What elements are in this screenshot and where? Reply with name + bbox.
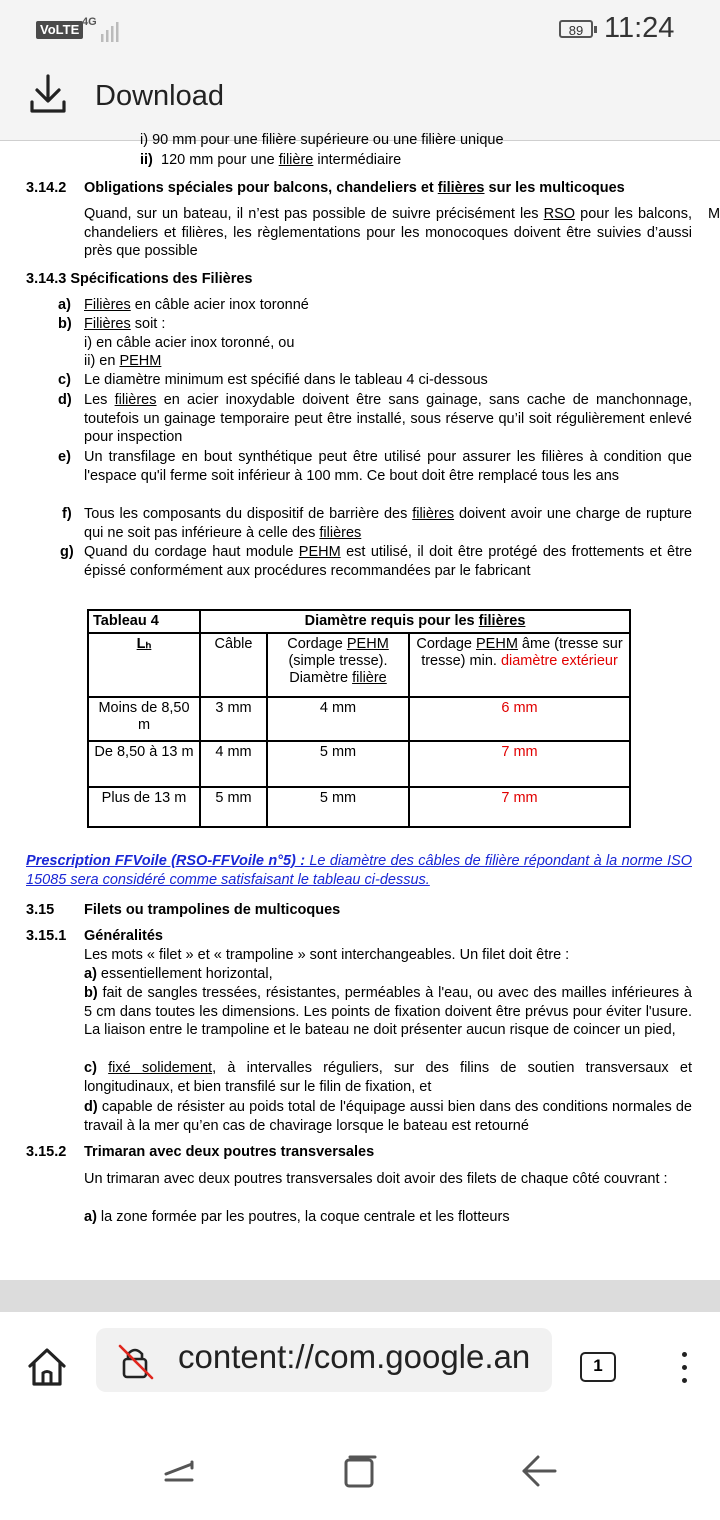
recents-icon[interactable]: [162, 1454, 196, 1488]
home-icon[interactable]: [24, 1344, 70, 1390]
section-number: 3.15: [26, 902, 55, 918]
list-item: c) fixé solidement, à intervalles réguliers, sur des filins de soutien transversaux et longitudinaux, et bien transfilé sur le filin de fixation, et: [84, 1060, 693, 1095]
list-label: f): [62, 506, 72, 522]
url-text[interactable]: content://com.google.an: [178, 1338, 531, 1375]
list-item: Les filières en acier inoxydable doivent être sans gainage, sans cache de manchonnage, toutefois un gainage temporaire peut être installé, sous réserve qu’il soit régulièrement enlevé pour inspection: [84, 392, 692, 445]
browser-toolbar: [0, 1312, 720, 1408]
list-item: Quand du cordage haut module PEHM est utilisé, il doit être protégé des frottements et être épissé conformément aux procédures recommandées par le fabricant: [84, 544, 693, 579]
item-number: ii): [140, 152, 153, 168]
list-item: Le diamètre minimum est spécifié dans le tableau 4 ci-dessous: [84, 372, 488, 388]
section-number: 3.14.2: [26, 180, 67, 196]
text-line: 120 mm pour une filière intermédiaire: [161, 152, 402, 168]
table-row: [88, 741, 630, 787]
more-menu-icon[interactable]: [678, 1352, 690, 1388]
cell-pehm: 5 mm: [267, 787, 409, 827]
volte-indicator: VoLTE: [36, 21, 83, 39]
section-heading: Trimaran avec deux poutres transversales: [84, 1144, 375, 1160]
table-header: Diamètre requis pour les filières: [200, 610, 630, 633]
section-heading: Filets ou trampolines de multicoques: [84, 902, 341, 918]
list-subitem: ii) en PEHM: [84, 353, 162, 369]
list-label: c): [58, 372, 71, 388]
clock: 11:24: [604, 12, 675, 44]
cell-ame: 7 mm: [409, 787, 630, 827]
cell-ame: 7 mm: [409, 741, 630, 787]
column-header-ame: Cordage PEHM âme (tresse sur tresse) min. diamètre extérieur: [409, 633, 630, 697]
paragraph: Quand, sur un bateau, il n’est pas possible de suivre précisément les RSO pour les balcons, chandeliers et filières, les règlementations pour les monocoques doivent être suivies d’aussi près que possible: [84, 206, 692, 259]
section-number: 3.15.1: [26, 928, 67, 944]
address-bar[interactable]: [96, 1328, 552, 1392]
list-item: Tous les composants du dispositif de barrière des filières doivent avoir une charge de rupture qui ne soit pas inférieure à celle des filières: [84, 506, 692, 541]
list-item: b) fait de sangles tressées, résistantes, perméables à l'eau, ou avec des mailles inférieures à 5 cm dans toutes les dimensions. Les points de fixation doivent être prévus pour éviter l'usure. La liaison entre le trampoline et le bateau ne doit présenter aucun risque de coincer un pied,: [84, 985, 692, 1038]
column-header-cable: Câble: [200, 633, 267, 697]
list-label: d): [58, 392, 72, 408]
overview-icon[interactable]: [342, 1454, 378, 1490]
cut-off-line: i) 90 mm pour une filière supérieure ou une filière unique: [140, 132, 504, 148]
cell-ame: 6 mm: [409, 697, 630, 741]
cell-cable: 4 mm: [200, 741, 267, 787]
list-label: a): [58, 297, 71, 313]
list-label: e): [58, 449, 71, 465]
next-page-edge: M: [708, 206, 720, 222]
list-subitem: i) en câble acier inox toronné, ou: [84, 335, 295, 351]
table-4: [87, 609, 631, 828]
cell-pehm: 4 mm: [267, 697, 409, 741]
column-header-lh: Lₕ: [88, 633, 200, 697]
cell-cable: 3 mm: [200, 697, 267, 741]
column-header-pehm: Cordage PEHM (simple tresse). Diamètre filière: [267, 633, 409, 697]
battery-nub: [594, 26, 597, 33]
page-title: Download: [95, 80, 224, 112]
list-item: Filières en câble acier inox toronné: [84, 297, 309, 313]
network-type: 4G: [82, 16, 97, 28]
battery-icon: 89: [559, 20, 593, 38]
status-bar: [0, 0, 720, 56]
table-column-header-row: [88, 633, 630, 697]
download-icon[interactable]: [28, 72, 68, 116]
list-item: a) la zone formée par les poutres, la coque centrale et les flotteurs: [84, 1209, 510, 1225]
table-row: [88, 787, 630, 827]
table-title-row: [88, 610, 630, 633]
tabs-icon[interactable]: 1: [580, 1352, 616, 1382]
paragraph: Les mots « filet » et « trampoline » sont interchangeables. Un filet doit être :: [84, 947, 570, 963]
cell-lh: Moins de 8,50 m: [88, 697, 200, 741]
list-label: b): [58, 316, 72, 332]
list-item: d) capable de résister au poids total de l'équipage aussi bien dans des conditions normales de travail à la mer qu’en cas de chavirage lorsque le bateau est retourné: [84, 1099, 692, 1134]
cell-cable: 5 mm: [200, 787, 267, 827]
cell-lh: Plus de 13 m: [88, 787, 200, 827]
app-header: [0, 56, 720, 141]
list-item: Un transfilage en bout synthétique peut être utilisé pour assurer les filières à condition que l'espace qu'il ferme soit inférieur à 100 mm. Ce bout doit être remplacé tous les ans: [84, 449, 692, 484]
system-nav-bar: [0, 1408, 720, 1520]
page-separator: [0, 1280, 720, 1312]
table-row: [88, 697, 630, 741]
paragraph: Un trimaran avec deux poutres transversales doit avoir des filets de chaque côté couvrant :: [84, 1171, 668, 1187]
document-view[interactable]: [0, 132, 720, 1280]
list-label: g): [60, 544, 74, 560]
section-heading: Obligations spéciales pour balcons, chandeliers et filières sur les multicoques: [84, 180, 625, 196]
list-item: Filières soit :: [84, 316, 166, 332]
insecure-lock-icon[interactable]: [116, 1344, 156, 1380]
section-heading: Généralités: [84, 928, 163, 944]
list-item: a) essentiellement horizontal,: [84, 966, 273, 982]
cell-pehm: 5 mm: [267, 741, 409, 787]
section-number: 3.15.2: [26, 1144, 67, 1160]
table-title: Tableau 4: [88, 610, 200, 633]
signal-icon: [100, 20, 122, 42]
cell-lh: De 8,50 à 13 m: [88, 741, 200, 787]
back-icon[interactable]: [520, 1454, 558, 1488]
prescription-note: Prescription FFVoile (RSO-FFVoile n°5) : Le diamètre des câbles de filière répondant à la norme ISO 15085 sera considéré comme satisfaisant le tableau ci-dessus.: [26, 853, 692, 888]
section-heading: 3.14.3 Spécifications des Filières: [26, 271, 253, 287]
